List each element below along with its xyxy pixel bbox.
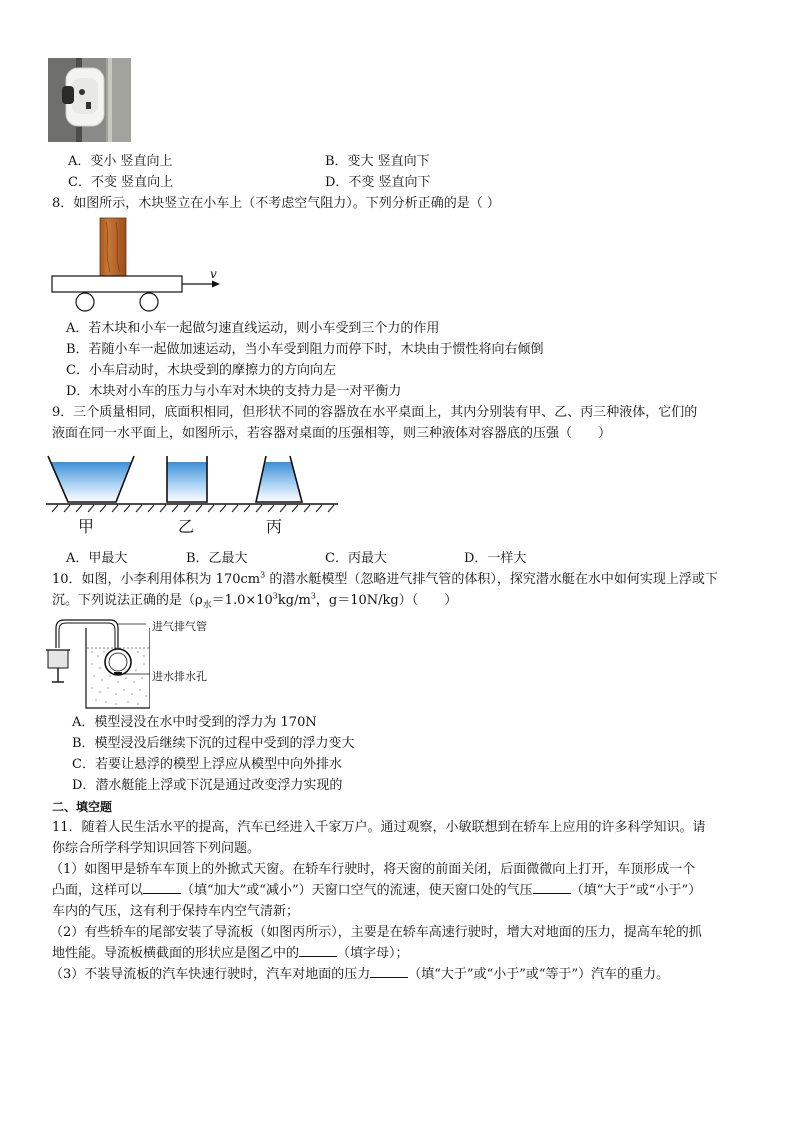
q7-option-c: C．不变 竖直向上: [68, 175, 174, 190]
q10-option-d: D．潜水艇能上浮或下沉是通过改变浮力实现的: [72, 778, 343, 793]
q11-part1-line2: 凸面，这样可以 （填“加大”或“减小”）天窗口空气的流速，使天窗口处的气压 （填“大于”或“小于”）: [52, 883, 702, 898]
q9-option-c: C．丙最大: [325, 551, 387, 566]
answer-blank[interactable]: [143, 881, 181, 894]
container-label-yi: 乙: [178, 517, 195, 536]
q11-part3: （3）不装导流板的汽车快速行驶时，汽车对地面的压力 （填“大于”或“小于”或“等于”）汽车的重力。: [50, 967, 670, 982]
container-label-bing: 丙: [266, 517, 283, 536]
answer-blank[interactable]: [533, 881, 571, 894]
section-title: 二、填空题: [52, 800, 113, 814]
q9-stem-line2: 液面在同一水平面上，如图所示，若容器对桌面的压强相等，则三种液体对容器底的压强（ ）: [52, 426, 612, 441]
q11-line1: 11．随着人民生活水平的提高，汽车已经进入千家万户。通过观察，小敏联想到在轿车上应用的许多科学知识。请: [52, 820, 706, 835]
q10-option-c: C．若要让悬浮的模型上浮应从模型中向外排水: [72, 757, 342, 772]
label-air-pipe: 进气排气管: [152, 620, 207, 633]
q9-option-d: D．一样大: [464, 551, 527, 566]
label-water-hole: 进水排水孔: [152, 670, 207, 683]
q10-option-b: B．模型浸没后继续下沉的过程中受到的浮力变大: [72, 736, 355, 751]
q11-part2-line2: 地性能。导流板横截面的形状应是图乙中的 （填字母）；: [52, 946, 409, 961]
q8-option-a: A．若木块和小车一起做匀速直线运动，则小车受到三个力的作用: [66, 321, 440, 336]
q8-stem: 8．如图所示，木块竖立在小车上（不考虑空气阻力）。下列分析正确的是（ ）: [52, 196, 500, 211]
answer-blank[interactable]: [370, 965, 408, 978]
container-label-jia: 甲: [78, 517, 95, 536]
q8-option-c: C．小车启动时，木块受到的摩擦力的方向向左: [66, 363, 336, 378]
velocity-label: v: [210, 267, 217, 281]
q10-stem-line1: 10．如图，小李利用体积为 $170cm^3$ 的潜水艇模型（忽略进气排气管的体积），探究潜水艇在水中如何实现上浮或下: [52, 570, 718, 587]
answer-blank[interactable]: [299, 944, 337, 957]
cart-with-block-figure: [50, 216, 230, 314]
q7-option-a: A．变小 竖直向上: [68, 154, 173, 169]
q10-option-a: A．模型浸没在水中时受到的浮力为 170N: [72, 715, 317, 730]
q10-stem-line2: 沉。下列说法正确的是（$\rho_水=1.0\times 10^3kg/m^3$，g＝10N/kg）（ ）: [52, 591, 458, 611]
q9-option-a: A．甲最大: [66, 551, 128, 566]
window-robot-photo: [48, 58, 131, 142]
q11-part1-line1: （1）如图甲是轿车车顶上的外掀式天窗。在轿车行驶时，将天窗的前面关闭，后面微微向上打开，车顶形成一个: [50, 862, 696, 877]
q8-option-d: D．木块对小车的压力与小车对木块的支持力是一对平衡力: [66, 384, 402, 399]
q11-part2-line1: （2）有些轿车的尾部安装了导流板（如图丙所示），主要是在轿车高速行驶时，增大对地面的压力，提高车轮的抓: [50, 925, 702, 940]
q11-part1-line3: 车内的气压，这有利于保持车内空气清新；: [52, 904, 300, 919]
submarine-model-figure: [46, 612, 150, 712]
q8-option-b: B．若随小车一起做加速运动，当小车受到阻力而停下时，木块由于惯性将向右倾倒: [66, 342, 544, 357]
q7-option-b: B．变大 竖直向下: [325, 154, 430, 169]
q9-option-b: B．乙最大: [186, 551, 248, 566]
q9-stem-line1: 9．三个质量相同，底面积相同，但形状不同的容器放在水平桌面上，其内分别装有甲、乙、丙三种液体，它们的: [52, 405, 698, 420]
q11-line2: 你综合所学科学知识回答下列问题。: [52, 841, 261, 856]
q7-option-d: D．不变 竖直向下: [325, 175, 431, 190]
